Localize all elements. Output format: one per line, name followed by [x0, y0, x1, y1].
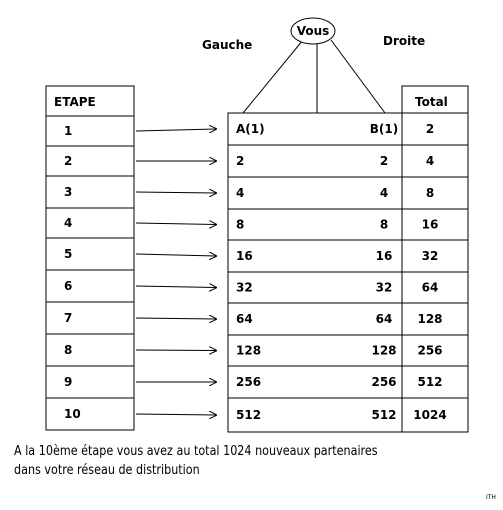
left-cell: 32: [236, 280, 253, 295]
etape-cell: 5: [64, 247, 73, 261]
right-cell: 2: [379, 154, 389, 168]
etape-cell: 2: [64, 154, 73, 168]
right-cell: 256: [371, 375, 397, 389]
table-row: [64, 122, 434, 138]
etape-table: [46, 86, 134, 430]
right-cell: 128: [371, 343, 397, 358]
right-cell: 32: [375, 280, 393, 295]
table-row: [64, 247, 438, 263]
row-arrow: [136, 286, 216, 288]
left-cell: 2: [236, 154, 245, 168]
table-row: [64, 375, 443, 389]
row-arrow: [136, 223, 216, 225]
etape-cell: 1: [64, 124, 73, 138]
total-cell: 16: [421, 217, 439, 232]
row-arrow: [136, 129, 216, 131]
right-cell: 8: [379, 217, 389, 232]
etape-cell: 3: [64, 185, 73, 199]
right-cell: 512: [371, 408, 397, 422]
signature: ITH: [486, 494, 496, 501]
row-arrow: [136, 414, 216, 415]
right-cell: 4: [379, 186, 389, 200]
right-cell: 64: [375, 312, 393, 326]
etape-cell: 8: [64, 343, 73, 357]
left-branch-label: Gauche: [202, 38, 253, 52]
total-cell: 256: [417, 343, 443, 358]
total-header: Total: [415, 95, 448, 109]
row-arrow: [136, 254, 216, 256]
total-cell: 4: [425, 154, 435, 168]
etape-cell: 9: [64, 375, 73, 389]
tree-connectors: [243, 40, 385, 113]
etape-cell: 7: [64, 311, 73, 325]
total-cell: 32: [421, 249, 439, 263]
row-arrow: [136, 192, 216, 193]
etape-cell: 6: [64, 279, 73, 293]
row-arrow: [136, 350, 216, 351]
total-cell: 1024: [413, 408, 447, 422]
total-cell: 64: [421, 280, 439, 295]
etape-cell: 4: [64, 216, 73, 230]
etape-cell: 10: [64, 407, 81, 421]
total-cell: 2: [425, 122, 435, 136]
left-cell: A(1): [236, 122, 265, 136]
total-cell: 8: [425, 186, 435, 200]
left-cell: 16: [236, 249, 253, 263]
table-row: [64, 311, 443, 326]
right-cell: 16: [375, 249, 393, 263]
left-cell: 512: [236, 408, 262, 422]
left-cell: 64: [236, 312, 253, 326]
total-cell: 512: [417, 375, 443, 389]
left-cell: 128: [236, 343, 262, 358]
table-row: [64, 279, 438, 295]
right-branch-label: Droite: [383, 34, 426, 48]
root-node-label: Vous: [296, 24, 330, 38]
table-row: [64, 216, 438, 232]
etape-header: ETAPE: [54, 95, 96, 109]
left-cell: 4: [236, 186, 245, 200]
table-row: [64, 185, 434, 200]
right-cell: B(1): [369, 122, 399, 136]
table-row: [64, 407, 447, 422]
left-cell: 8: [236, 217, 245, 232]
table-row: [64, 154, 434, 168]
table-row: [64, 343, 443, 358]
row-arrow: [136, 318, 216, 319]
total-cell: 128: [417, 312, 443, 326]
caption: A la 10ème étape vous avez au total 1024 nouveaux partenaires dans votre réseau de distribution: [14, 444, 378, 478]
left-cell: 256: [236, 375, 262, 389]
